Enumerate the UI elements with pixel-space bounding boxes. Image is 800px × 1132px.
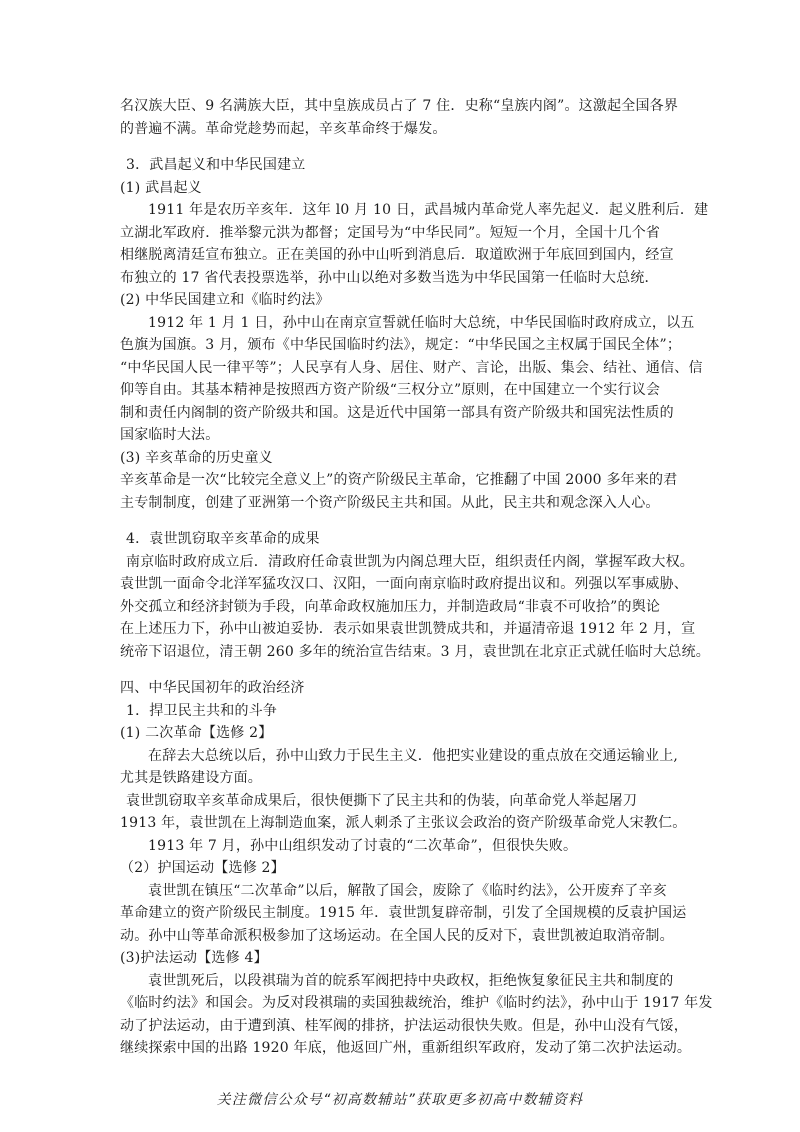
item-heading: （2）护国运动【选修 2】 (120, 860, 285, 876)
paragraph-line: 袁世凯死后，以段祺瑞为首的皖系军阀把持中央政权，拒绝恢复象征民主共和制度的 (148, 972, 674, 989)
paragraph-line: 1913 年 7 月，孙中山组织发动了讨袁的“二次革命”，但很快失败。 (148, 837, 578, 854)
paragraph-line: 1911 年是农历辛亥年．这年 l0 月 10 日，武昌城内革命党人率先起义．起义胜利后．建 (148, 202, 709, 218)
intro-line: 名汉族大臣、9 名满族大臣，其中皇族成员占了 7 住．史称“皇族内阁”。这激起全国各界 (120, 98, 679, 114)
paragraph-line: 《临时约法》和国会。为反对段祺瑞的卖国独裁统治，维护《临时约法》，孙中山于 1917 年发 (120, 995, 713, 1011)
paragraph-line: 辛亥革命是一次“比较完全意义上”的资产阶级民主革命，它推翻了中国 2000 多年来的君 (120, 472, 678, 488)
paragraph-line: 尤其是铁路建设方面。 (120, 770, 262, 786)
paragraph-line: 袁世凯在镇压“二次革命”以后，解散了国会，废除了《临时约法》，公开废弃了辛亥 (148, 882, 667, 899)
paragraph-line: 动了护法运动，由于遭到滇、桂军阀的排挤，护法运动很快失败。但是，孙中山没有气馁， (120, 1017, 688, 1034)
section-heading-yuan: 4．袁世凯窃取辛亥革命的成果 (126, 531, 320, 547)
item-heading: (1) 二次革命【选修 2】 (120, 725, 273, 741)
paragraph-line: 统帝下诏退位，清王朝 260 多年的统治宣告结束。3 月，袁世凯在北京正式就任临时大总统。 (120, 643, 710, 660)
paragraph-line: 在上述压力下，孙中山被迫妥协．表示如果袁世凯赞成共和，并逼清帝退 1912 年 2 月，宣 (120, 621, 696, 637)
paragraph-line: 制和责任内阁制的资产阶级共和国。这是近代中国第一部具有资产阶级共和国宪法性质的 (120, 404, 674, 421)
paragraph-line: 相继脱离清廷宣布独立。正在美国的孙中山听到消息后．取道欧洲于年底回到国内，经宣 (120, 247, 674, 263)
paragraph-line: 继续探索中国的出路 1920 年底，他返回广州，重新组织军政府，发动了第二次护法运动。 (120, 1040, 692, 1056)
subsection-heading: (1) 武昌起义 (120, 179, 202, 196)
subsection-heading: (2) 中华民国建立和《临时约法》 (120, 292, 330, 308)
paragraph-line: 主专制制度，创建了亚洲第一个资产阶级民主共和国。从此，民主共和观念深入人心。 (120, 494, 660, 511)
paragraph-line: 在辞去大总统以后，孙中山致力于民生主义．他把实业建设的重点放在交通运输业上, (148, 747, 679, 764)
paragraph-line: 袁世凯一面命令北洋军猛攻汉口、汉阳，一面向南京临时政府提出议和。列强以军事威胁、 (120, 576, 688, 592)
paragraph-line: 国家临时大法。 (120, 427, 220, 443)
paragraph-line: 革命建立的资产阶级民主制度。1915 年．袁世凯复辟帝制，引发了全国规模的反袁护国运 (120, 905, 687, 921)
paragraph-line: 色旗为国旗。3 月，颁布《中华民国临时约法》，规定：“中华民国之主权属于国民全体”； (120, 337, 682, 353)
paragraph-line: 1912 年 1 月 1 日，孙中山在南京宣誓就任临时大总统，中华民国临时政府成立，以五 (148, 314, 695, 331)
paragraph-line: 南京临时政府成立后．清政府任命袁世凯为内阁总理大臣，组织责任内阁，掌握军政大权。 (126, 553, 694, 570)
paragraph-line: 立湖北军政府．推举黎元洪为都督；定国号为“中华民同”。短短一个月，全国十几个省 (120, 224, 661, 241)
section-heading-wuchang: 3．武昌起义和中华民国建立 (126, 157, 306, 173)
paragraph-line: 仰等自由。其基本精神是按照西方资产阶级“三权分立”原则，在中国建立一个实行议会 (120, 382, 661, 398)
part-heading: 四、中华民国初年的政治经济 (120, 680, 305, 696)
paragraph-line: 布独立的 17 省代表投票选举，孙中山以绝对多数当选为中华民国第一任临时大总统． (120, 269, 659, 286)
paragraph-line: 动。孙中山等革命派积极参加了这场运动。在全国人民的反对下，袁世凯被迫取消帝制。 (120, 927, 674, 944)
item-heading: (3)护法运动【选修 4】 (120, 950, 268, 966)
paragraph-line: 1913 年，袁世凯在上海制造血案，派人刺杀了主张议会政治的资产阶级革命党人宋教仁。 (120, 815, 687, 831)
intro-line: 的普遍不满。革命党趁势而起，辛亥革命终于爆发。 (120, 120, 447, 137)
paragraph-line: 外交孤立和经济封锁为手段，向革命政权施加压力，并制造政局“非袁不可收拾”的舆论 (120, 598, 661, 615)
subsection-heading: (3) 辛亥革命的历史童义 (120, 449, 273, 466)
paragraph-line: 袁世凯窃取辛亥革命成果后，很快便撕下了民主共和的伪装，向革命党人举起屠刀 (126, 792, 638, 809)
page-footer: 关注微信公众号“初高数辅站”获取更多初高中数辅资料 (216, 1092, 584, 1108)
subsection-heading: 1．捍卫民主共和的斗争 (126, 702, 278, 719)
paragraph-line: “中华民国人民一律平等”；人民享有人身、居住、财产、言论，出版、集会、结社、通信、信 (120, 359, 703, 376)
